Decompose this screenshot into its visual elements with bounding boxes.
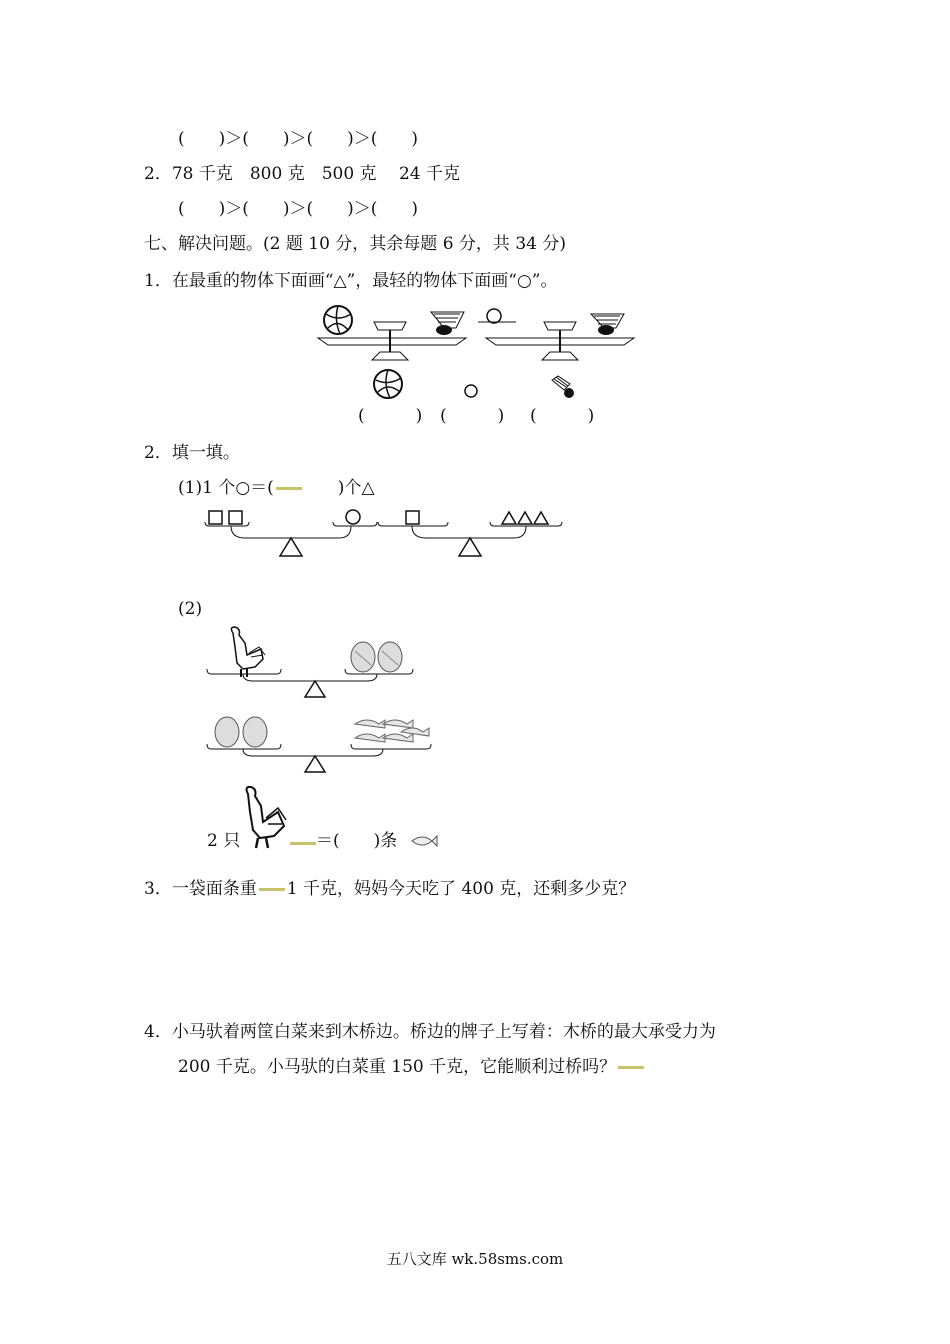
badminton-shuttlecock-icon bbox=[550, 376, 576, 400]
page-footer: 五八文库 wk.58sms.com bbox=[386, 1250, 564, 1268]
paren-volleyball[interactable]: ( ) bbox=[358, 406, 423, 426]
answer-blank[interactable] bbox=[290, 842, 316, 845]
answer-blank[interactable] bbox=[618, 1066, 644, 1069]
answer-blank[interactable] bbox=[276, 487, 302, 490]
sub-question-2-equals: ＝( )条 bbox=[316, 831, 398, 851]
problem-3-text: 3．一袋面条重 1 千克，妈妈今天吃了 400 克，还剩多少克？ bbox=[144, 879, 636, 899]
fish-icon bbox=[355, 720, 429, 742]
scale-pingpong-vs-shuttlecock bbox=[476, 300, 636, 365]
scale-chicks-vs-fish bbox=[205, 712, 435, 778]
problem-4-line-2: 200 千克。小马驮的白菜重 150 千克，它能顺利过桥吗？ bbox=[178, 1056, 646, 1078]
scale-squares-vs-circle bbox=[205, 508, 380, 560]
sub-question-1: (1)1 个○＝( )个△ bbox=[178, 478, 375, 498]
problem-2-text: 2．填一填。 bbox=[144, 443, 240, 463]
rooster-icon bbox=[238, 786, 290, 850]
problem-4-line-1: 4．小马驮着两筐白菜来到木桥边。桥边的牌子上写着：木桥的最大承受力为 bbox=[144, 1022, 716, 1042]
circle-icon: ○ bbox=[235, 478, 251, 498]
rooster-icon bbox=[231, 627, 265, 677]
chick-icon bbox=[351, 642, 402, 672]
problem-1-text: 1．在最重的物体下面画“△”，最轻的物体下面画“○”。 bbox=[144, 271, 558, 291]
answer-blank[interactable] bbox=[259, 888, 285, 891]
paren-shuttlecock[interactable]: ( ) bbox=[530, 406, 595, 426]
scale-rooster-vs-chicks bbox=[205, 625, 420, 703]
section-7-heading: 七、解决问题。(2 题 10 分，其余每题 6 分，共 34 分) bbox=[144, 234, 566, 254]
question-2-weights: 2．78 千克 800 克 500 克 24 千克 bbox=[144, 164, 460, 184]
sub-question-2-label: (2) bbox=[178, 599, 203, 619]
answer-line-2: ( )＞( )＞( )＞( ) bbox=[178, 199, 419, 219]
triangle-icon: △ bbox=[361, 478, 375, 498]
paren-pingpong[interactable]: ( ) bbox=[440, 406, 505, 426]
answer-line-1: ( )＞( )＞( )＞( ) bbox=[178, 129, 419, 149]
scale-square-vs-triangles bbox=[378, 508, 568, 560]
scale-ball-vs-volleyball bbox=[316, 300, 476, 365]
ping-pong-ball-icon bbox=[464, 384, 478, 398]
volleyball-icon bbox=[372, 368, 404, 400]
sub-question-2-count: 2 只 bbox=[207, 831, 241, 851]
fish-icon bbox=[410, 832, 438, 850]
